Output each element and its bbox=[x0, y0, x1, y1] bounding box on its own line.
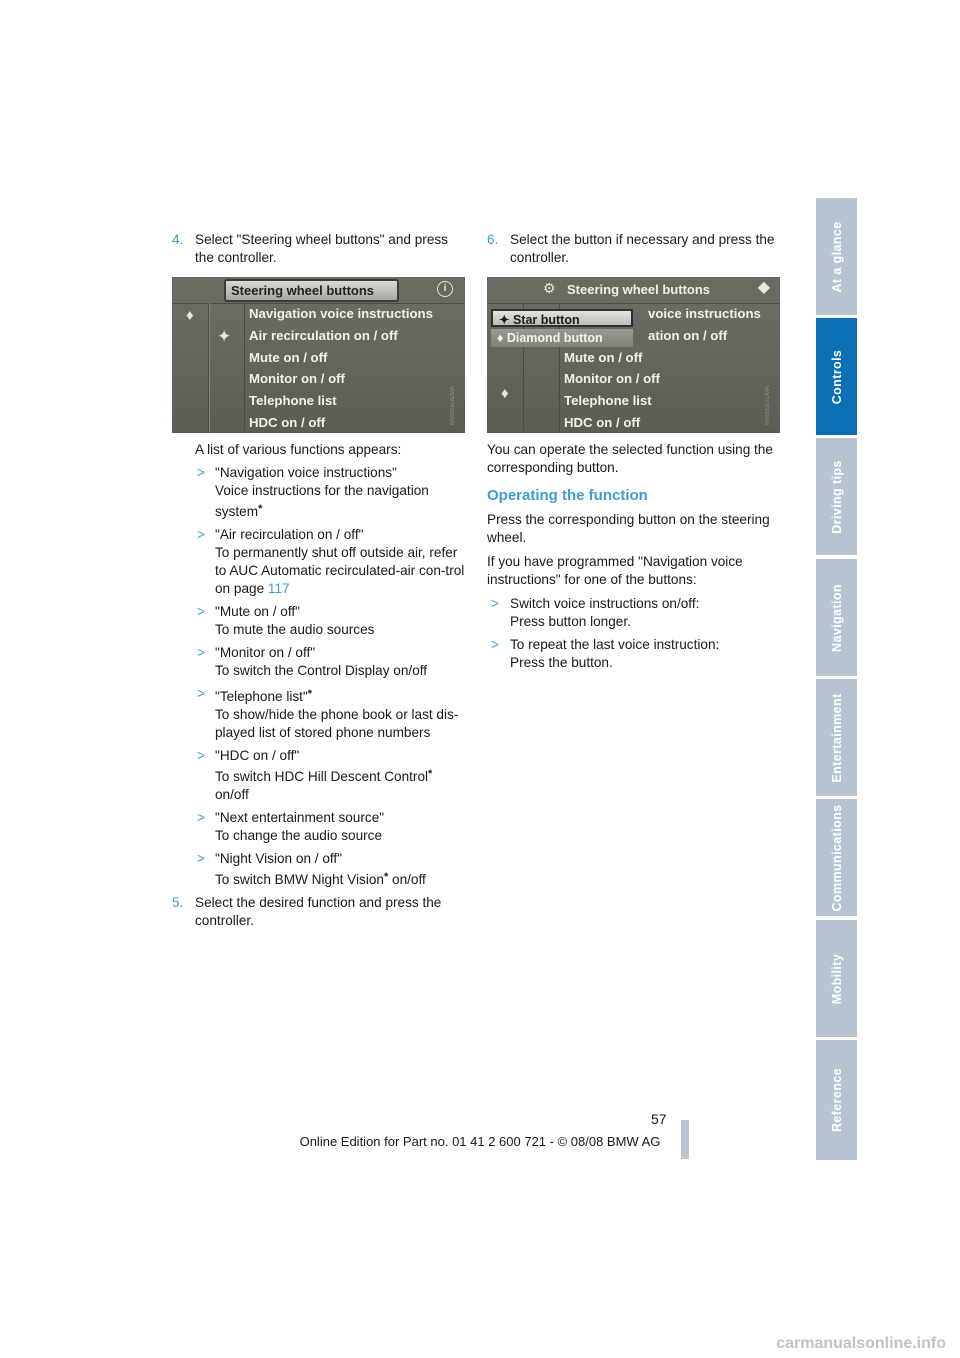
screen-title: Steering wheel buttons bbox=[567, 282, 711, 297]
item-title: To repeat the last voice instruction: bbox=[510, 637, 720, 652]
list-intro: A list of various functions appears: bbox=[195, 442, 402, 457]
tab-navigation[interactable]: Navigation bbox=[816, 559, 857, 676]
item-title: Switch voice instructions on/off: bbox=[510, 596, 700, 611]
item-title: "Navigation voice instructions" bbox=[215, 465, 397, 480]
star-button-option: ✦ Star button bbox=[491, 309, 633, 327]
menu-item-hdc: HDC on / off bbox=[564, 414, 641, 430]
bullet-mark: > bbox=[197, 686, 205, 701]
menu-item-voice-instructions: voice instructions bbox=[648, 306, 761, 321]
bullet-mark: > bbox=[197, 527, 205, 542]
tab-at-a-glance[interactable]: At a glance bbox=[816, 198, 857, 315]
menu-item-monitor: Monitor on / off bbox=[564, 371, 660, 387]
tab-reference[interactable]: Reference bbox=[816, 1040, 857, 1160]
list-item bbox=[172, 526, 468, 598]
item-title: "Next entertainment source" bbox=[215, 810, 385, 825]
item-description: To switch the Control Display on/off bbox=[215, 663, 428, 678]
image-code: MV00517CMA bbox=[765, 385, 771, 425]
bullet-mark: > bbox=[197, 465, 205, 480]
step-6 bbox=[487, 231, 783, 267]
step-number: 6. bbox=[487, 232, 499, 247]
paragraph: You can operate the selected function using the corresponding button. bbox=[487, 442, 773, 475]
info-icon: i bbox=[437, 281, 453, 297]
item-description: To show/hide the phone book or last dis-played list of stored phone numbers bbox=[215, 707, 459, 740]
step-5 bbox=[172, 894, 468, 930]
step-4 bbox=[172, 231, 468, 267]
button-assignment-screenshot bbox=[487, 277, 780, 433]
menu-item-air-recirculation: ation on / off bbox=[648, 327, 728, 343]
bullet-mark: > bbox=[197, 851, 205, 866]
paragraph: If you have programmed "Navigation voice instructions" for one of the buttons: bbox=[487, 554, 743, 587]
steering-wheel-icon: ⚙ bbox=[543, 280, 556, 296]
tab-driving-tips[interactable]: Driving tips bbox=[816, 438, 857, 555]
screen-title: Steering wheel buttons bbox=[224, 279, 399, 302]
list-item bbox=[172, 685, 468, 742]
bullet-mark: > bbox=[197, 645, 205, 660]
list-item bbox=[172, 747, 468, 804]
list-item bbox=[172, 644, 468, 680]
item-title: "Air recirculation on / off" bbox=[215, 527, 364, 542]
footer: Online Edition for Part no. 01 41 2 600 721 - © 08/08 BMW AG bbox=[299, 1134, 661, 1149]
diamond-icon: ♦ bbox=[501, 385, 509, 402]
item-title: "Monitor on / off" bbox=[215, 645, 316, 660]
left-column bbox=[172, 231, 468, 936]
tab-controls[interactable]: Controls bbox=[816, 318, 857, 435]
list-item bbox=[487, 595, 783, 631]
star-icon: ✦ bbox=[217, 327, 232, 346]
tab-communications[interactable]: Communications bbox=[816, 799, 857, 916]
step-text: Select the desired function and press the controller. bbox=[195, 895, 442, 928]
item-description: Voice instructions for the navigation system* bbox=[215, 483, 429, 519]
image-code: MV00503CMA bbox=[450, 385, 456, 425]
item-description: To switch HDC Hill Descent Control* on/off bbox=[215, 768, 433, 802]
divider bbox=[244, 303, 245, 433]
tab-entertainment[interactable]: Entertainment bbox=[816, 679, 857, 796]
optional-equipment-star: * bbox=[428, 768, 433, 780]
page-number: 57 bbox=[651, 1111, 667, 1127]
screen-title-bar bbox=[487, 277, 780, 304]
list-item bbox=[172, 464, 468, 521]
right-column bbox=[487, 231, 783, 677]
bullet-mark: > bbox=[197, 604, 205, 619]
item-description: To change the audio source bbox=[215, 828, 383, 843]
bullet-mark: > bbox=[197, 810, 205, 825]
step-text: Select the button if necessary and press the controller. bbox=[510, 232, 775, 265]
menu-item-navigation-voice: Navigation voice instructions bbox=[249, 306, 433, 321]
diamond-icon: ♦ bbox=[186, 307, 194, 324]
item-description: Press button longer. bbox=[510, 614, 631, 629]
item-description: To mute the audio sources bbox=[215, 622, 375, 637]
menu-item-monitor: Monitor on / off bbox=[249, 371, 345, 387]
bullet-mark: > bbox=[491, 637, 499, 652]
optional-equipment-star: * bbox=[383, 871, 389, 883]
optional-equipment-star: * bbox=[258, 503, 263, 515]
bullet-mark: > bbox=[491, 596, 499, 611]
list-item bbox=[487, 636, 783, 672]
screen-title-bar bbox=[172, 277, 465, 304]
item-description: To switch BMW Night Vision* on/off bbox=[215, 871, 426, 887]
steering-wheel-buttons-screenshot bbox=[172, 277, 465, 433]
optional-equipment-star: * bbox=[307, 688, 313, 700]
step-text: Select "Steering wheel buttons" and press the controller. bbox=[195, 232, 448, 265]
menu-item-telephone-list: Telephone list bbox=[249, 393, 337, 409]
item-title: "Telephone list"* bbox=[215, 688, 313, 704]
item-description: To permanently shut off outside air, refer to AUC Automatic recirculated-air con-trol on page 117 bbox=[215, 545, 465, 596]
item-description: Press the button. bbox=[510, 655, 613, 670]
step-number: 4. bbox=[172, 232, 184, 247]
list-item bbox=[172, 850, 468, 889]
list-item bbox=[172, 603, 468, 639]
section-heading: Operating the function bbox=[487, 487, 648, 504]
bullet-mark: > bbox=[197, 748, 205, 763]
item-title: "HDC on / off" bbox=[215, 748, 300, 763]
menu-item-mute: Mute on / off bbox=[249, 349, 328, 365]
step-number: 5. bbox=[172, 895, 184, 910]
tab-mobility[interactable]: Mobility bbox=[816, 920, 857, 1037]
paragraph: Press the corresponding button on the steering wheel. bbox=[487, 512, 770, 545]
menu-item-air-recirculation: Air recirculation on / off bbox=[249, 327, 398, 343]
page-link[interactable]: 117 bbox=[267, 581, 290, 596]
controller-icon: ◆ bbox=[757, 279, 770, 296]
item-title: "Night Vision on / off" bbox=[215, 851, 343, 866]
watermark: carmanualsonline.info bbox=[776, 1335, 946, 1352]
menu-item-hdc: HDC on / off bbox=[249, 414, 326, 430]
list-item bbox=[172, 809, 468, 845]
menu-item-mute: Mute on / off bbox=[564, 349, 643, 365]
menu-item-telephone-list: Telephone list bbox=[564, 393, 652, 409]
function-list bbox=[249, 303, 433, 433]
divider bbox=[209, 303, 210, 433]
diamond-button-option: ♦ Diamond button bbox=[491, 329, 633, 347]
chapter-tabs bbox=[816, 198, 857, 1160]
item-title: "Mute on / off" bbox=[215, 604, 300, 619]
